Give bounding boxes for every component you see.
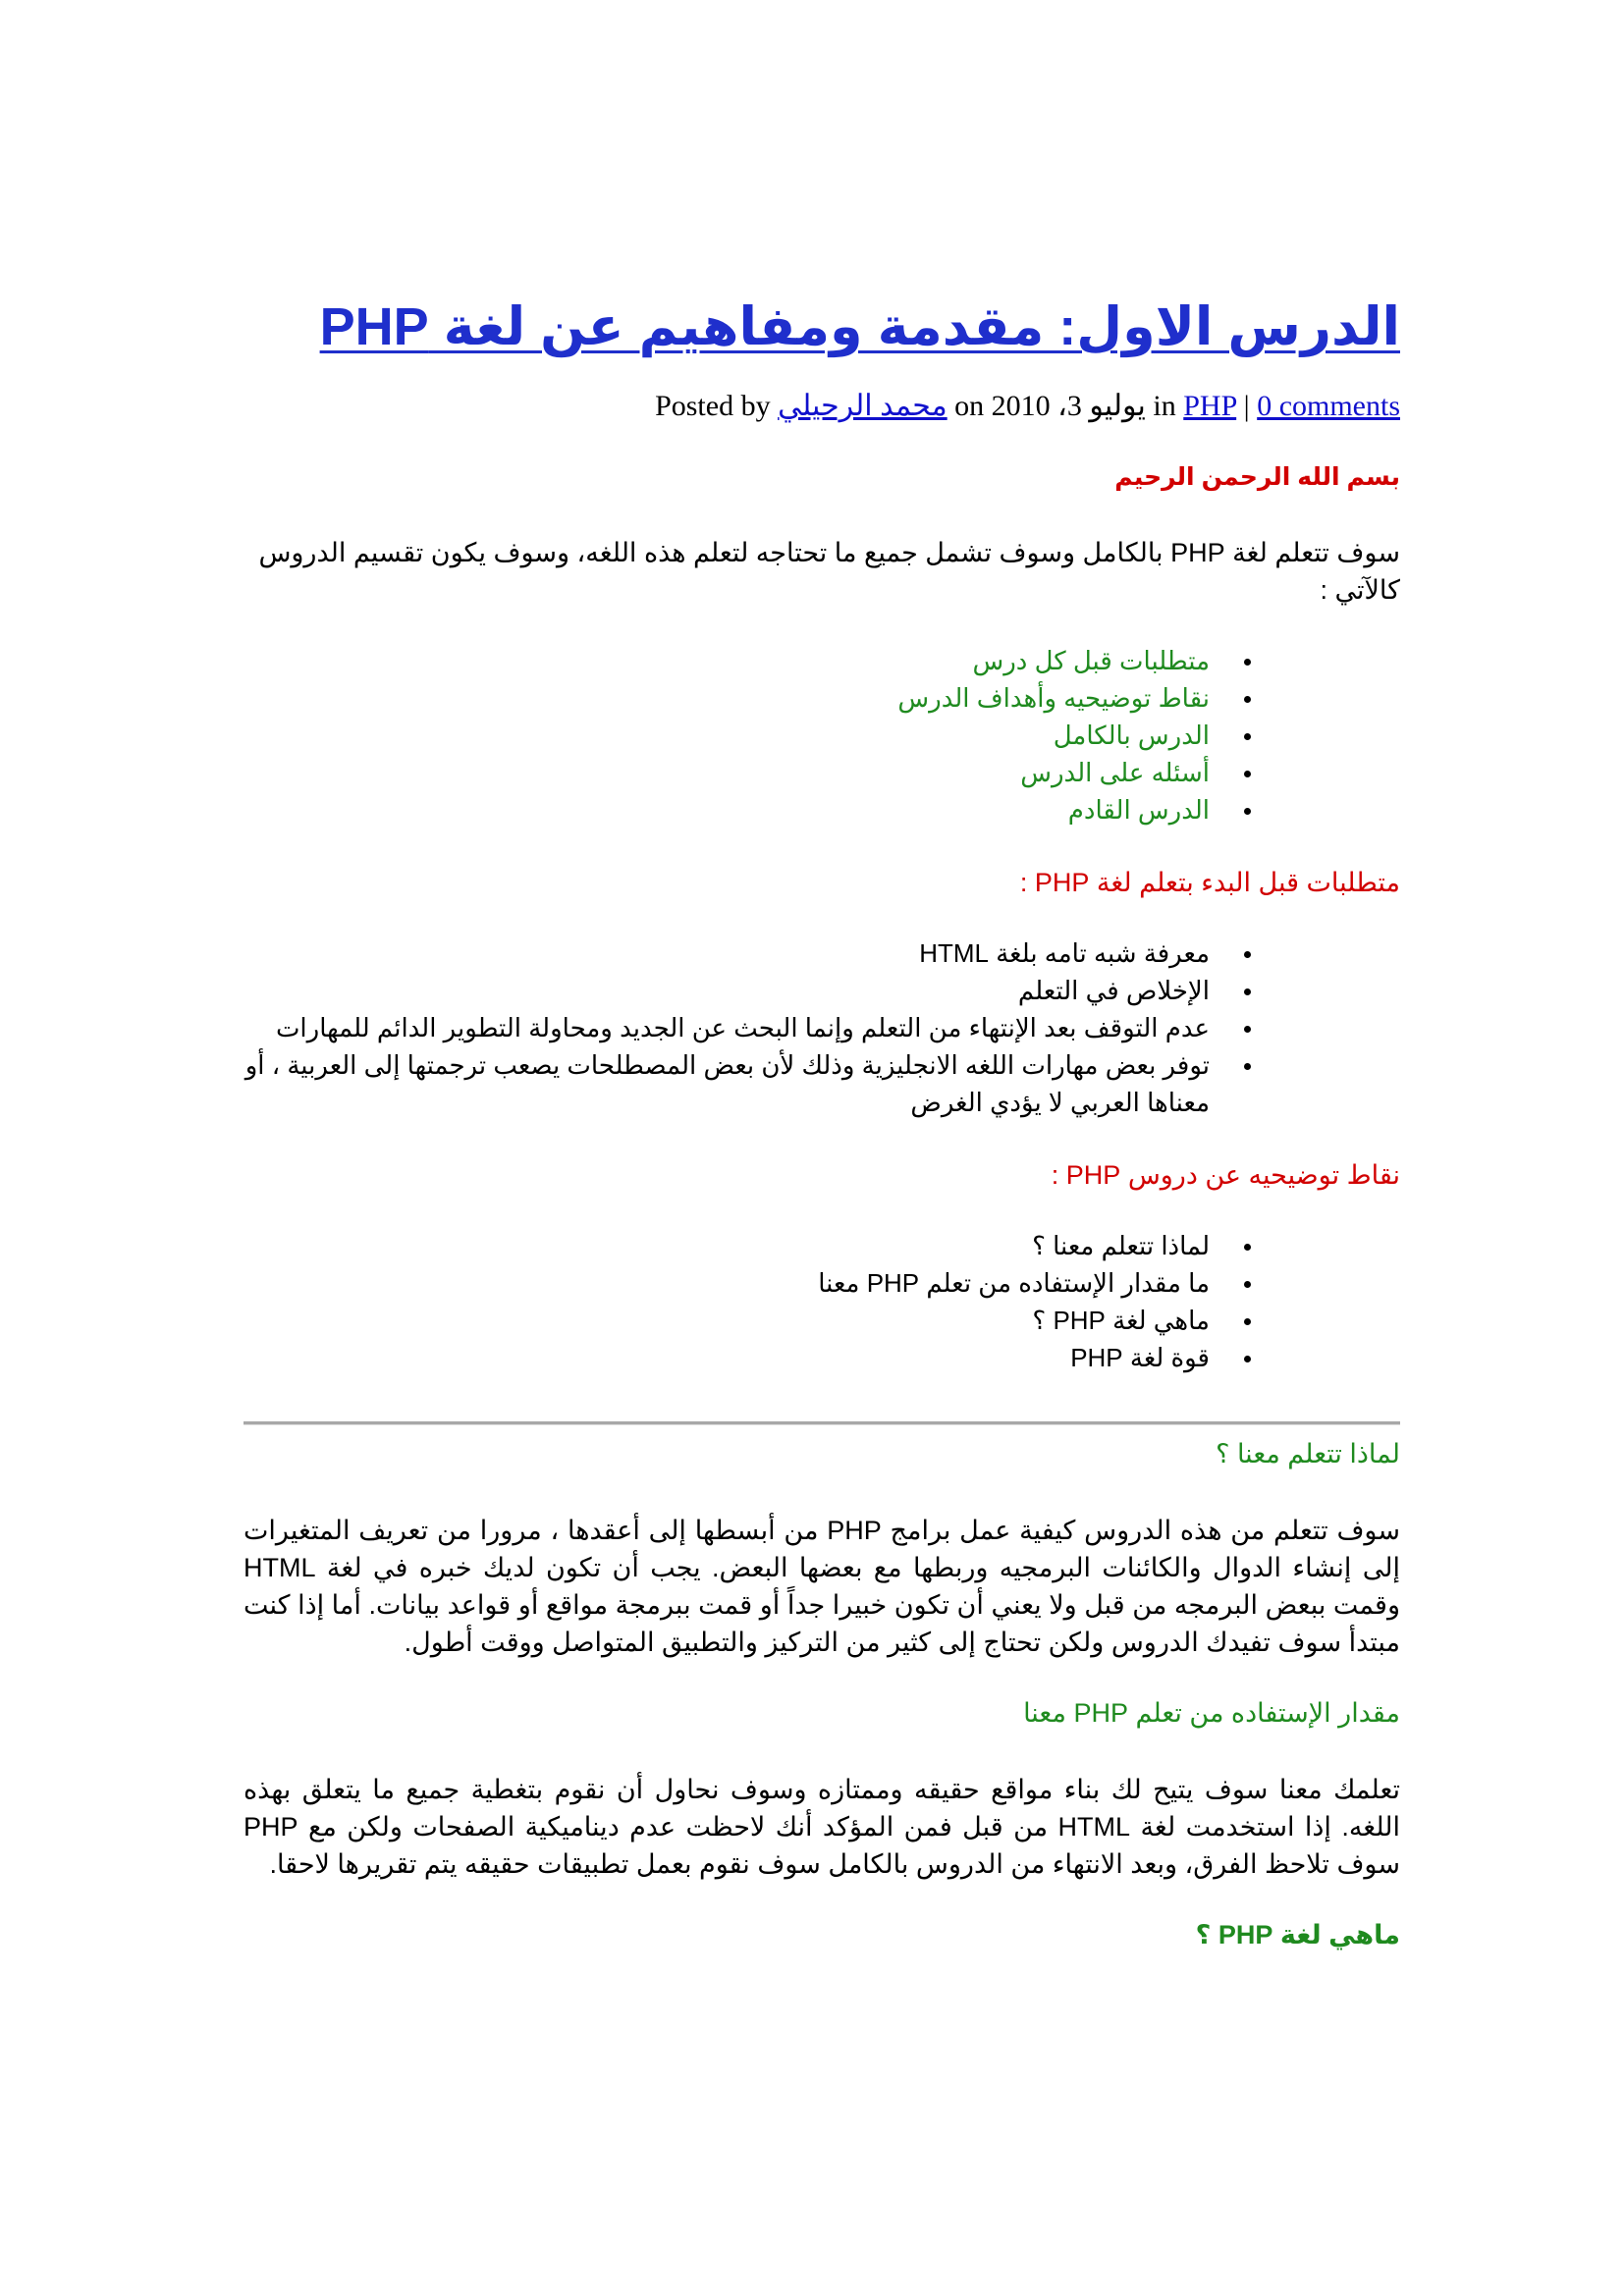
basmala: بسم الله الرحمن الرحيم (1114, 463, 1400, 491)
post-date: يوليو 3، 2010 (991, 390, 1146, 422)
points-heading: نقاط توضيحيه عن دروس PHP : (1051, 1160, 1400, 1190)
posted-by-label: Posted by (655, 390, 771, 422)
benefit-paragraph: تعلمك معنا سوف يتيح لك بناء مواقع حقيقه وممتازه وسوف نحاول أن نقوم بتغطية جميع ما يتعلق بهذه اللغه. إذا استخدمت لغة HTML من قبل فمن المؤكد أنك لاحظت عدم ديناميكية الصفحات ولكن مع PHP سوف تلاحظ الفرق، وبعد الانتهاء من الدروس بالكامل سوف نقوم بعمل تطبيقات حقيقه يتم تقريرها لاحقا. (244, 1775, 1400, 1879)
list-item: نقاط توضيحيه وأهداف الدرس (244, 679, 1210, 717)
what-is-php-heading: ماهي لغة PHP ؟ (1195, 1920, 1400, 1949)
list-item: قوة لغة PHP (244, 1339, 1210, 1376)
post-content (244, 287, 1400, 1953)
list-item: ماهي لغة PHP ؟ (244, 1302, 1210, 1339)
post-title-link[interactable]: الدرس الاول: مقدمة ومفاهيم عن لغة PHP (319, 297, 1400, 356)
intro-paragraph: سوف تتعلم لغة PHP بالكامل وسوف تشمل جميع ما تحتاجه لتعلم هذه اللغه، وسوف يكون تقسيم الدروس كالآتي : (258, 538, 1400, 605)
why-learn-heading: لماذا تتعلم معنا ؟ (1216, 1439, 1400, 1468)
post-title (244, 287, 1400, 367)
list-item: الدرس بالكامل (244, 717, 1210, 754)
benefit-heading: مقدار الإستفاده من تعلم PHP معنا (1023, 1698, 1400, 1728)
list-item: متطلبات قبل كل درس (244, 642, 1210, 679)
list-item: ما مقدار الإستفاده من تعلم PHP معنا (244, 1264, 1210, 1302)
list-item: الإخلاص في التعلم (244, 972, 1210, 1009)
list-item: عدم التوقف بعد الإنتهاء من التعلم وإنما البحث عن الجديد ومحاولة التطوير الدائم للمهارات (244, 1009, 1210, 1046)
in-label: in (1153, 390, 1176, 422)
post-meta (244, 387, 1400, 426)
list-item: توفر بعض مهارات اللغه الانجليزية وذلك لأن بعض المصطلحات يصعب ترجمتها إلى العربية ، أو معناها العربي لا يؤدي الغرض (244, 1046, 1210, 1121)
points-list (244, 1227, 1400, 1376)
comments-link[interactable]: 0 comments (1257, 390, 1400, 422)
list-item: معرفة شبه تامه بلغة HTML (244, 934, 1210, 972)
list-item: أسئله على الدرس (244, 754, 1210, 791)
on-label: on (954, 390, 985, 422)
requirements-heading: متطلبات قبل البدء بتعلم لغة PHP : (1019, 868, 1400, 897)
author-link[interactable]: محمد الرحيلي (778, 390, 947, 422)
requirements-list (244, 934, 1400, 1121)
lesson-parts-list (244, 642, 1400, 828)
meta-separator: | (1243, 390, 1250, 422)
list-item: لماذا تتعلم معنا ؟ (244, 1227, 1210, 1264)
why-learn-paragraph: سوف تتعلم من هذه الدروس كيفية عمل برامج PHP من أبسطها إلى أعقدها ، مرورا من تعريف المتغيرات إلى إنشاء الدوال والكائنات البرمجيه وربطها مع بعضها البعض. يجب أن تكون لديك خبره في لغة HTML وقمت ببعض البرمجه من قبل ولا يعني أن تكون خبيرا جداً أو قمت ببرمجة مواقع أو قواعد بيانات. أما إذا كنت مبتدأ سوف تفيدك الدروس ولكن تحتاج إلى كثير من التركيز والتطبيق المتواصل ووقت أطول. (244, 1516, 1400, 1657)
list-item: الدرس القادم (244, 791, 1210, 828)
horizontal-divider (244, 1421, 1400, 1425)
category-link[interactable]: PHP (1183, 390, 1237, 422)
